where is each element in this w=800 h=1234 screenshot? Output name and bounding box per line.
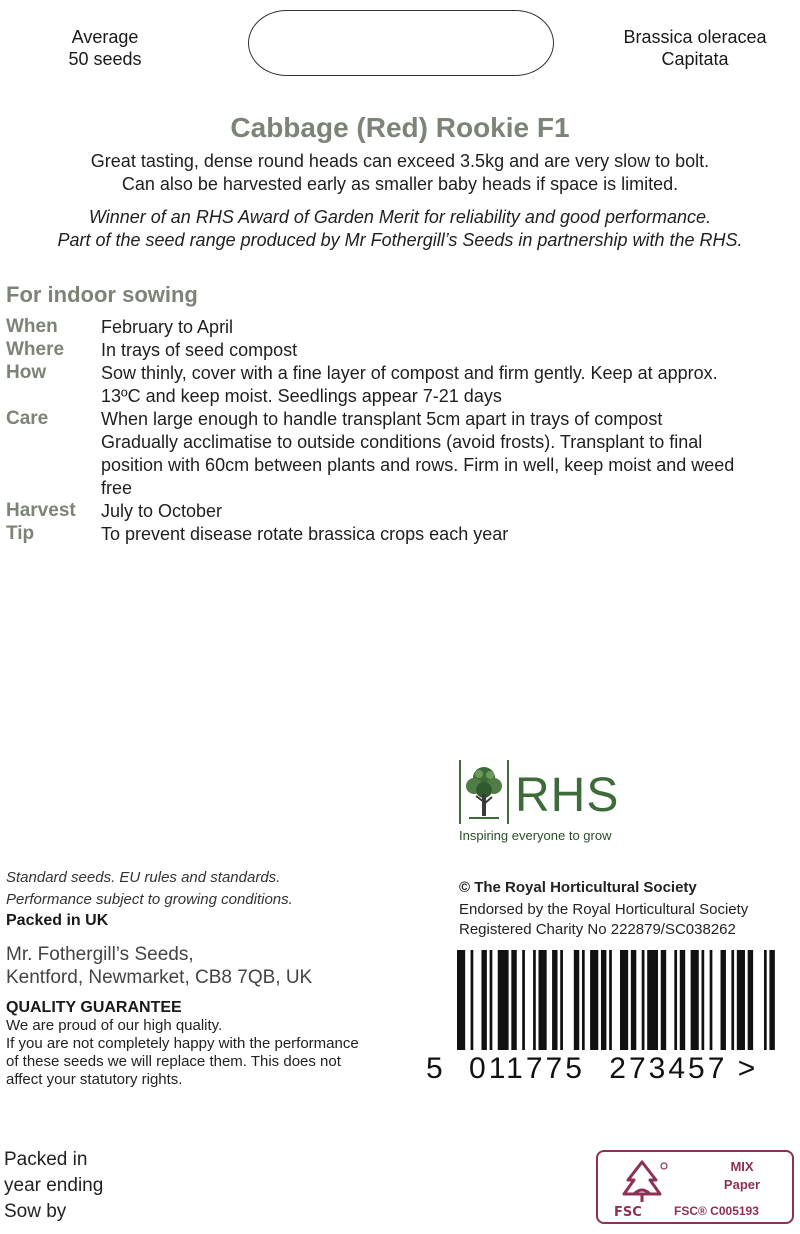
row-line: To prevent disease rotate brassica crops each year bbox=[101, 524, 509, 544]
barcode-end-marker: > bbox=[737, 1052, 758, 1085]
row-label: When bbox=[6, 316, 58, 337]
rhs-copyright: © The Royal Horticultural Society bbox=[459, 879, 697, 896]
barcode-bar bbox=[721, 950, 726, 1050]
barcode-group-1: 011775 bbox=[469, 1052, 585, 1085]
barcode-bar bbox=[737, 950, 745, 1050]
row-label: Tip bbox=[6, 523, 35, 544]
barcode-bar bbox=[539, 950, 547, 1050]
barcode-bar bbox=[710, 950, 713, 1050]
barcode-bar bbox=[471, 950, 474, 1050]
seed-count-value: 50 seeds bbox=[68, 49, 142, 69]
barcode-bar bbox=[748, 950, 753, 1050]
barcode-bar bbox=[574, 950, 579, 1050]
barcode-bar bbox=[609, 950, 612, 1050]
barcode-bar bbox=[590, 950, 598, 1050]
barcode-group-2: 273457 bbox=[609, 1052, 728, 1085]
barcode-bar bbox=[620, 950, 628, 1050]
fsc-paper: Paper bbox=[723, 1177, 761, 1192]
row-text bbox=[101, 523, 791, 546]
fsc-badge bbox=[596, 1150, 794, 1224]
fsc-tree-icon bbox=[612, 1158, 672, 1218]
barcode-bar bbox=[481, 950, 486, 1050]
rhs-wordmark: RHS bbox=[515, 769, 620, 822]
latin-name bbox=[600, 26, 790, 70]
row-line: In trays of seed compost bbox=[101, 340, 298, 360]
description-line-2: Can also be harvested early as smaller baby heads if space is limited. bbox=[121, 174, 679, 194]
row-text bbox=[101, 316, 791, 339]
row-text bbox=[101, 362, 791, 408]
standard-seeds-text: Standard seeds. EU rules and standards. bbox=[6, 869, 281, 886]
quality-guarantee-text bbox=[6, 1017, 416, 1089]
tree-icon bbox=[459, 760, 509, 824]
row-label: Where bbox=[6, 339, 65, 360]
barcode-bar bbox=[691, 950, 699, 1050]
barcode-bar bbox=[731, 950, 734, 1050]
barcode-bar bbox=[560, 950, 563, 1050]
latin-name-line2: Capitata bbox=[661, 49, 729, 69]
rhs-charity: Registered Charity No 222879/SC038262 bbox=[459, 921, 736, 938]
latin-name-line1: Brassica oleracea bbox=[623, 27, 767, 47]
row-text bbox=[101, 500, 791, 523]
barcode-bar bbox=[522, 950, 525, 1050]
fsc-logo-text: FSC bbox=[614, 1205, 642, 1218]
quality-guarantee-heading: QUALITY GUARANTEE bbox=[6, 999, 182, 1016]
qg-line: affect your statutory rights. bbox=[6, 1071, 183, 1088]
row-line: February to April bbox=[101, 317, 234, 337]
address-line-2: Kentford, Newmarket, CB8 7QB, UK bbox=[6, 967, 313, 988]
row-text bbox=[101, 408, 791, 500]
address-line-1: Mr. Fothergill’s Seeds, bbox=[6, 944, 194, 965]
barcode-bar bbox=[601, 950, 606, 1050]
rhs-tagline: Inspiring everyone to grow bbox=[459, 828, 612, 843]
barcode-bar bbox=[533, 950, 536, 1050]
barcode-digit-first: 5 bbox=[426, 1052, 445, 1085]
barcode-bar bbox=[674, 950, 677, 1050]
row-line: Sow thinly, cover with a fine layer of compost and firm gently. Keep at approx. bbox=[101, 363, 718, 383]
partnership-text: Part of the seed range produced by Mr Fothergill’s Seeds in partnership with the RHS. bbox=[57, 230, 743, 250]
row-line: position with 60cm between plants and rows. Firm in well, keep moist and weed bbox=[101, 455, 735, 475]
barcode-bar bbox=[498, 950, 509, 1050]
row-line: 13ºC and keep moist. Seedlings appear 7-21 days bbox=[101, 386, 502, 406]
qg-line: If you are not completely happy with the performance bbox=[6, 1035, 359, 1052]
barcode-bar bbox=[490, 950, 493, 1050]
barcode-bar bbox=[680, 950, 685, 1050]
row-line: free bbox=[101, 478, 133, 498]
barcode-bar bbox=[511, 950, 516, 1050]
rhs-logo bbox=[459, 758, 659, 848]
fsc-mix-label bbox=[704, 1158, 780, 1194]
label-oval bbox=[248, 10, 554, 76]
packed-in-label: Packed in bbox=[4, 1149, 88, 1170]
barcode-number bbox=[426, 1052, 757, 1086]
row-label: How bbox=[6, 362, 47, 383]
fsc-mix: MIX bbox=[730, 1159, 754, 1174]
barcode-bar bbox=[552, 950, 557, 1050]
row-text bbox=[101, 339, 791, 362]
barcode-bar bbox=[764, 950, 767, 1050]
fsc-code: FSC® C005193 bbox=[674, 1204, 759, 1218]
row-line: Gradually acclimatise to outside conditions (avoid frosts). Transplant to final bbox=[101, 432, 703, 452]
row-line: July to October bbox=[101, 501, 223, 521]
barcode-bar bbox=[582, 950, 585, 1050]
rhs-endorsed: Endorsed by the Royal Horticultural Society bbox=[459, 901, 749, 918]
barcode-bar bbox=[769, 950, 774, 1050]
packed-in-uk: Packed in UK bbox=[6, 912, 109, 929]
sowing-heading: For indoor sowing bbox=[6, 282, 198, 307]
year-ending-label: year ending bbox=[4, 1175, 104, 1196]
barcode-bar bbox=[702, 950, 705, 1050]
barcode-bar bbox=[661, 950, 666, 1050]
barcode-bar bbox=[647, 950, 658, 1050]
qg-line: of these seeds we will replace them. This does not bbox=[6, 1053, 341, 1070]
barcode-bar bbox=[631, 950, 636, 1050]
barcode bbox=[457, 950, 783, 1050]
barcode-bar bbox=[457, 950, 465, 1050]
description-line-1: Great tasting, dense round heads can exceed 3.5kg and are very slow to bolt. bbox=[90, 151, 710, 171]
sow-by-label: Sow by bbox=[4, 1201, 67, 1222]
product-title: Cabbage (Red) Rookie F1 bbox=[230, 112, 570, 143]
award-text: Winner of an RHS Award of Garden Merit for reliability and good performance. bbox=[88, 207, 712, 227]
seed-count-label: Average bbox=[71, 27, 139, 47]
row-label: Care bbox=[6, 408, 49, 429]
row-line: When large enough to handle transplant 5cm apart in trays of compost bbox=[101, 409, 663, 429]
row-label: Harvest bbox=[6, 500, 76, 521]
performance-text: Performance subject to growing conditions. bbox=[6, 891, 293, 908]
qg-line: We are proud of our high quality. bbox=[6, 1017, 223, 1034]
packed-date-box bbox=[4, 1147, 103, 1225]
seed-count bbox=[40, 26, 170, 70]
barcode-bar bbox=[642, 950, 645, 1050]
